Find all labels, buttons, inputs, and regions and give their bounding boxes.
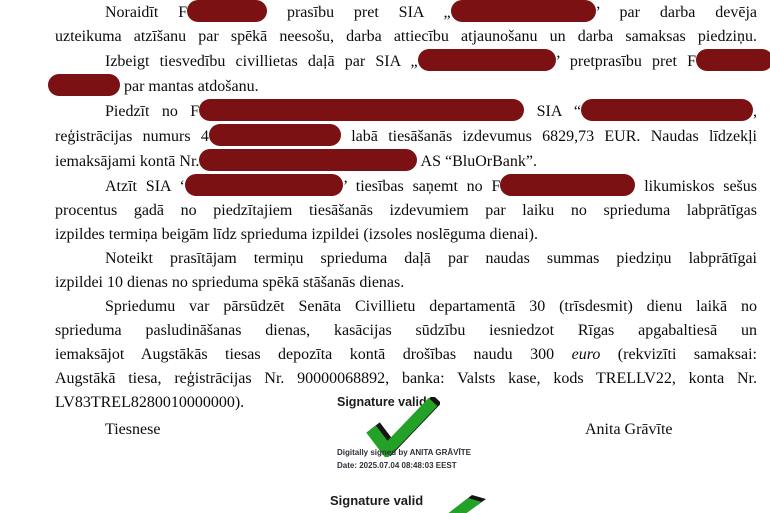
- document-line: [55, 49, 757, 74]
- redaction-box: [581, 99, 753, 121]
- redaction-box: [199, 149, 417, 171]
- text-segment: LV83TREL8280010000000).: [55, 394, 245, 411]
- document-line: [55, 343, 757, 367]
- signature-date-text: Date: 2025.07.04 08:48:03 EEST: [337, 461, 457, 470]
- text-segment: AS “BluOrBank”.: [417, 153, 537, 170]
- redaction-box: [187, 0, 267, 22]
- document-line: [55, 247, 757, 271]
- document-line: [55, 124, 757, 149]
- text-segment: reģistrācijas numurs 4: [55, 128, 209, 145]
- text-segment: procentus gadā no piedzītajiem tiesāšanās izdevumiem par laiku no sprieduma labprātīgas: [55, 202, 757, 219]
- signature-details: [337, 446, 471, 472]
- text-segment: iemaksājot Augstākās tiesas depozīta kontā drošības naudu 300: [55, 346, 572, 363]
- document-line: [55, 295, 757, 319]
- judge-role-label: Tiesnese: [105, 421, 161, 438]
- text-segment: (rekvizīti samaksai:: [600, 346, 758, 363]
- document-line: [55, 223, 757, 247]
- document-line: [55, 319, 757, 343]
- text-segment: SIA “: [524, 103, 581, 120]
- signature-valid-label-bottom: Signature valid: [330, 493, 424, 508]
- document-line: [55, 149, 757, 174]
- text-segment: likumiskos sešus: [635, 178, 758, 195]
- text-segment: izpildei 10 dienas no sprieduma spēkā stāšanās dienas.: [55, 274, 405, 291]
- document-line: [55, 74, 757, 99]
- signature-signer-text: Digitally signed by ANITA GRĀVĪTE: [337, 448, 471, 457]
- judge-name: Anita Grāvīte: [585, 421, 673, 438]
- text-segment: par mantas atdošanu.: [120, 78, 259, 95]
- redaction-box: [418, 49, 556, 71]
- redaction-box: [199, 99, 524, 121]
- text-segment: labā tiesāšanās izdevumus 6829,73 EUR. Naudas līdzekļi: [340, 128, 757, 145]
- text-segment: Izbeigt tiesvedību civillietas daļā par SIA „: [105, 53, 418, 70]
- text-segment: ,: [753, 103, 757, 120]
- document-line: [55, 367, 757, 391]
- signature-checkmark-icon-partial: [426, 495, 488, 513]
- text-segment: uzteikuma atzīšanu par spēkā neesošu, darba attiecību atjaunošanu un darba samaksas piedziņu.: [55, 28, 757, 45]
- redaction-box: [48, 74, 120, 96]
- document-line: [55, 25, 757, 49]
- document-line: [55, 271, 757, 295]
- document-line: [55, 174, 757, 199]
- text-segment: izpildes termiņa beigām līdz sprieduma izpildei (izsoles noslēguma dienai).: [55, 226, 538, 243]
- document-text: [55, 0, 757, 415]
- text-segment: ’ tiesības saņemt no F: [342, 178, 501, 195]
- text-segment: ’ pretprasību pret F: [555, 53, 697, 70]
- text-segment: ’ par darba devēja: [595, 4, 757, 21]
- text-segment: Noteikt prasītājam termiņu sprieduma daļā par naudas summas piedziņu labprātīgai: [105, 250, 757, 267]
- redaction-box: [209, 124, 341, 146]
- document-line: [55, 0, 757, 25]
- redaction-box: [500, 174, 635, 196]
- text-segment: Atzīt SIA ‘: [105, 178, 185, 195]
- document-line: [55, 199, 757, 223]
- redaction-box: [451, 0, 596, 22]
- text-segment: Noraidīt F: [105, 4, 188, 21]
- signature-valid-label-top: Signature valid: [337, 395, 427, 409]
- text-segment: prasību pret SIA „: [267, 4, 451, 21]
- text-segment: iemaksājami kontā Nr.: [55, 153, 200, 170]
- document-line: [55, 99, 757, 124]
- text-segment: Augstākā tiesa, reģistrācijas Nr. 90000068892, banka: Valsts kase, kods TRELLV22, konta Nr.: [55, 370, 757, 387]
- redaction-box: [185, 174, 343, 196]
- text-segment: Piedzīt no F: [105, 103, 200, 120]
- text-segment-italic: euro: [571, 346, 601, 363]
- redaction-box: [696, 49, 770, 71]
- text-segment: Spriedumu var pārsūdzēt Senāta Civillietu departamentā 30 (trīsdesmit) dienu laikā no: [105, 298, 757, 315]
- text-segment: sprieduma pasludināšanas dienas, kasācijas sūdzību iesniedzot Rīgas apgabaltiesā un: [55, 322, 757, 339]
